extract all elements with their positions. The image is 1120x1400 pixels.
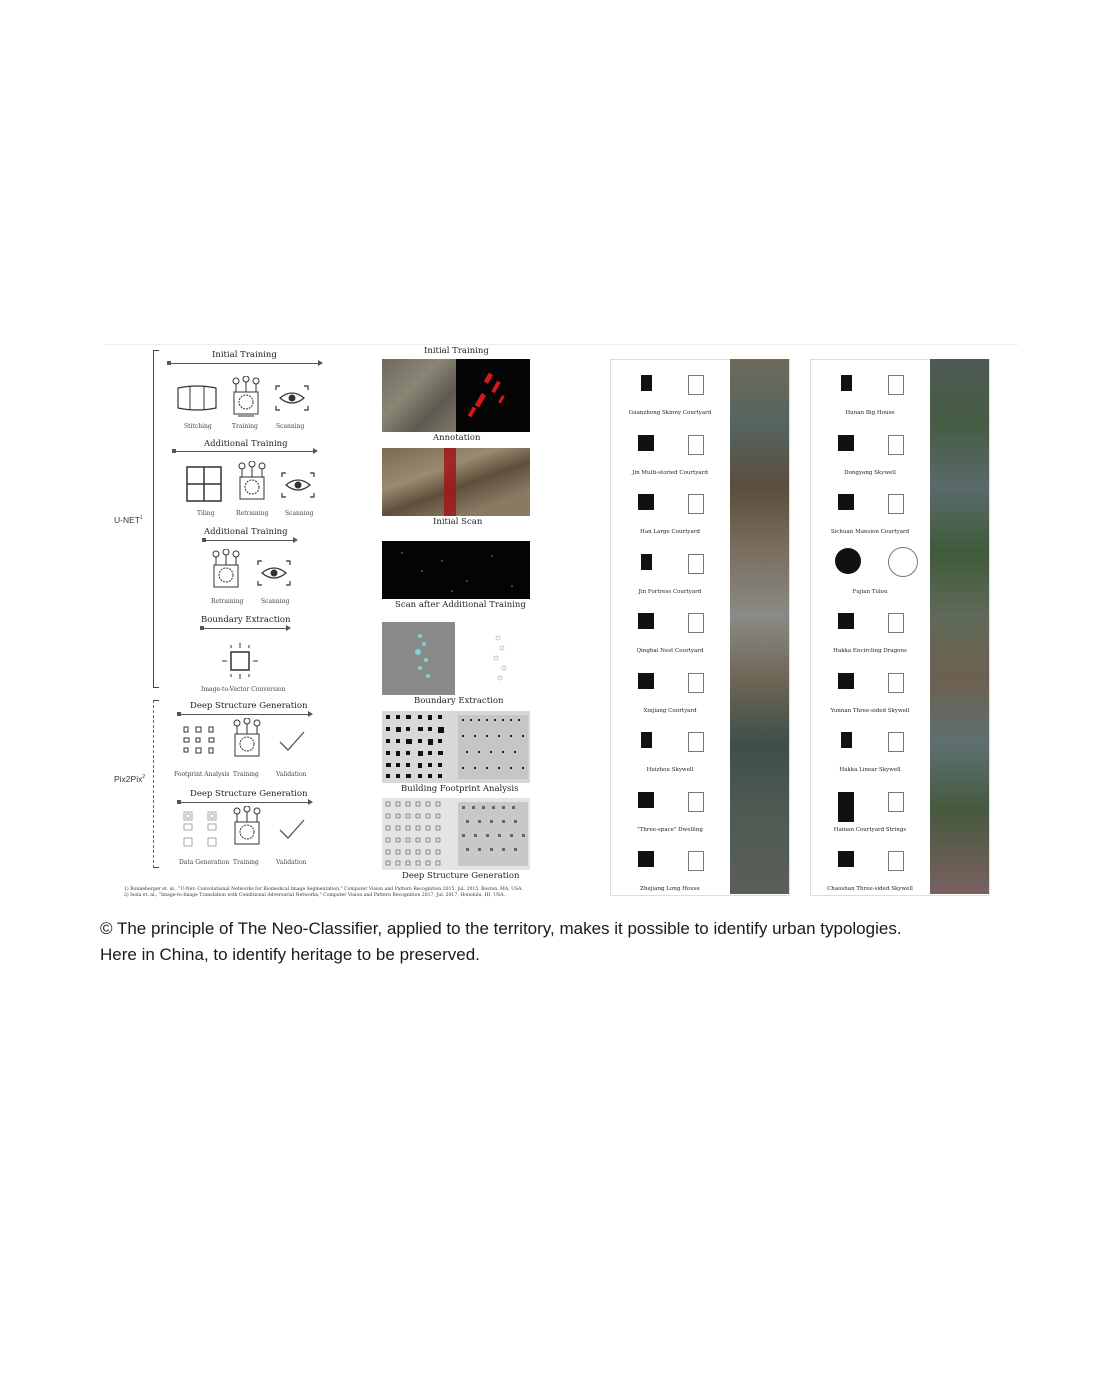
deep-structure-image bbox=[382, 798, 530, 870]
typology-plan bbox=[688, 792, 704, 812]
typology-plan bbox=[688, 375, 704, 395]
step-arrow bbox=[202, 628, 287, 629]
step-title: Additional Training bbox=[204, 527, 288, 537]
typology-plan bbox=[688, 673, 704, 693]
icon-label: Tiling bbox=[197, 510, 215, 517]
neural-network-icon bbox=[231, 806, 263, 850]
typology-footprint bbox=[641, 554, 652, 570]
typology-name: Huizhou Skywell bbox=[646, 767, 694, 773]
figure-caption: © The principle of The Neo-Classifier, applied to the territory, makes it possible to identify urban typologies. Here in China, to identify heritage to be preserved. bbox=[100, 919, 902, 964]
footnote: 2) Isola et. al., "Image-to-Image Translation with Conditional Adversarial Networks," Computer Vision and Pattern Recognition 2017, Jul. 2017, Honolulu, HI, USA. bbox=[124, 893, 506, 898]
checkmark-icon bbox=[278, 818, 306, 840]
unet-bracket bbox=[153, 350, 159, 688]
unet-label: U-NET$^1$ bbox=[114, 515, 143, 525]
icon-label: Scanning bbox=[285, 510, 314, 517]
typology-plan bbox=[888, 673, 904, 693]
annotation-mask-image bbox=[456, 359, 530, 432]
typology-footprint bbox=[638, 494, 654, 510]
step-arrow bbox=[169, 363, 319, 364]
icon-label: Retraining bbox=[236, 510, 269, 517]
tiling-icon bbox=[186, 466, 222, 502]
stitching-icon bbox=[176, 384, 218, 412]
footprint-grid-icon bbox=[182, 725, 216, 755]
panel-title: Annotation bbox=[433, 433, 481, 443]
satellite-strip-left bbox=[730, 359, 789, 894]
panel-title: Deep Structure Generation bbox=[402, 871, 520, 881]
typology-name: Hunan Big House bbox=[845, 410, 895, 416]
step-title: Additional Training bbox=[204, 439, 288, 449]
icon-label: Scanning bbox=[261, 598, 290, 605]
icon-label: Data Generation bbox=[179, 859, 230, 866]
satellite-strip-right bbox=[930, 359, 989, 894]
typology-plan bbox=[888, 435, 904, 455]
step-arrow bbox=[174, 451, 314, 452]
typology-name: Jin Fortress Courtyard bbox=[638, 588, 702, 595]
typology-plan bbox=[688, 851, 704, 871]
typology-plan bbox=[888, 494, 904, 514]
typology-plan bbox=[688, 494, 704, 514]
typology-footprint bbox=[838, 851, 854, 867]
typology-footprint bbox=[638, 792, 654, 808]
icon-label: Stitching bbox=[184, 423, 212, 430]
typology-footprint bbox=[641, 375, 652, 391]
boundary-image bbox=[382, 622, 455, 695]
step-arrow bbox=[204, 540, 294, 541]
typology-plan bbox=[688, 613, 704, 633]
icon-label: Training bbox=[232, 423, 258, 430]
typology-name: Hakka Encircling Dragons bbox=[833, 648, 907, 654]
pix2pix-bracket bbox=[153, 700, 159, 868]
typology-name: Xinjiang Courtyard bbox=[643, 707, 697, 714]
satellite-image-initial-training bbox=[382, 359, 456, 432]
typology-footprint bbox=[841, 375, 852, 391]
typology-footprint bbox=[841, 732, 852, 748]
panel-title: Scan after Additional Training bbox=[395, 600, 526, 610]
step-title: Boundary Extraction bbox=[201, 615, 291, 625]
satellite-image-initial-scan bbox=[382, 448, 530, 516]
panel-title: Initial Scan bbox=[433, 517, 483, 527]
data-generation-icon bbox=[182, 810, 222, 850]
typology-name: "Three-space" Dwelling bbox=[637, 826, 703, 833]
typology-plan bbox=[888, 613, 904, 633]
pix2pix-label: Pix2Pix$^2$ bbox=[114, 774, 146, 784]
typology-plan bbox=[888, 851, 904, 871]
neural-network-icon bbox=[236, 461, 268, 505]
typology-plan bbox=[888, 732, 904, 752]
typology-name: Qinghai Nest Courtyard bbox=[636, 648, 704, 654]
icon-label: Validation bbox=[276, 771, 307, 778]
typology-plan bbox=[688, 554, 704, 574]
step-title: Deep Structure Generation bbox=[190, 789, 308, 799]
typology-name: Yunnan Three-sided Skywell bbox=[830, 707, 910, 714]
typology-plan bbox=[888, 792, 904, 812]
typology-footprint bbox=[641, 732, 652, 748]
eye-scanning-icon bbox=[256, 559, 292, 587]
typology-footprint bbox=[838, 792, 854, 822]
boundary-vector-image bbox=[460, 622, 530, 695]
panel-title: Building Footprint Analysis bbox=[401, 784, 519, 794]
panel-title: Boundary Extraction bbox=[414, 696, 504, 706]
eye-scanning-icon bbox=[274, 384, 310, 412]
typology-name: Jin Multi-storied Courtyard bbox=[632, 469, 708, 476]
neural-network-icon bbox=[231, 718, 263, 762]
typology-name: Han Large Courtyard bbox=[640, 529, 700, 535]
vector-square-icon bbox=[221, 642, 259, 680]
typology-name: Zhejiang Long House bbox=[640, 886, 700, 892]
typology-footprint bbox=[838, 494, 854, 510]
typology-footprint bbox=[638, 851, 654, 867]
typology-footprint bbox=[838, 613, 854, 629]
typology-footprint bbox=[835, 548, 861, 574]
typology-name: Hainan Courtyard Strings bbox=[833, 826, 907, 833]
panel-title: Initial Training bbox=[424, 346, 489, 356]
typology-name: Sichuan Mansion Courtyard bbox=[830, 529, 910, 535]
figure bbox=[104, 344, 1018, 904]
icon-label: Image-to-Vector Conversion bbox=[201, 686, 286, 693]
checkmark-icon bbox=[278, 730, 306, 752]
typology-footprint bbox=[838, 673, 854, 689]
typology-plan bbox=[688, 435, 704, 455]
typology-name: Fujian Tulou bbox=[852, 588, 888, 595]
step-arrow bbox=[179, 714, 309, 715]
scan-result-image bbox=[382, 541, 530, 599]
typology-name: Guanzhong Skinny Courtyard bbox=[628, 410, 712, 416]
typology-name: Hakka Linear Skywell bbox=[839, 767, 901, 773]
icon-label: Retraining bbox=[211, 598, 244, 605]
typology-footprint bbox=[638, 673, 654, 689]
icon-label: Scanning bbox=[276, 423, 305, 430]
eye-scanning-icon bbox=[280, 471, 316, 499]
neural-network-icon bbox=[210, 549, 242, 593]
step-title: Initial Training bbox=[212, 350, 277, 360]
footnote: 1) Ronneberger et. al., "U-Net: Convolutional Networks for Biomedical Image Segmentation," Computer Vision and Pattern Recognition 2015, Jul. 2015, Boston, MA, USA. bbox=[124, 887, 523, 892]
typology-plan bbox=[688, 732, 704, 752]
icon-label: Training bbox=[233, 859, 259, 866]
typology-footprint bbox=[638, 435, 654, 451]
icon-label: Training bbox=[233, 771, 259, 778]
typology-footprint bbox=[838, 435, 854, 451]
icon-label: Validation bbox=[276, 859, 307, 866]
footprint-analysis-image bbox=[382, 711, 530, 783]
typology-plan bbox=[888, 547, 918, 577]
top-rule bbox=[104, 344, 1018, 345]
typology-name: Chaoshan Three-sided Skywell bbox=[827, 886, 913, 892]
typology-plan bbox=[888, 375, 904, 395]
step-arrow bbox=[179, 802, 309, 803]
step-title: Deep Structure Generation bbox=[190, 701, 308, 711]
typology-name: Dongyang Skywell bbox=[844, 469, 896, 476]
icon-label: Footprint Analysis bbox=[174, 771, 230, 778]
typology-footprint bbox=[638, 613, 654, 629]
neural-network-icon bbox=[230, 376, 262, 420]
